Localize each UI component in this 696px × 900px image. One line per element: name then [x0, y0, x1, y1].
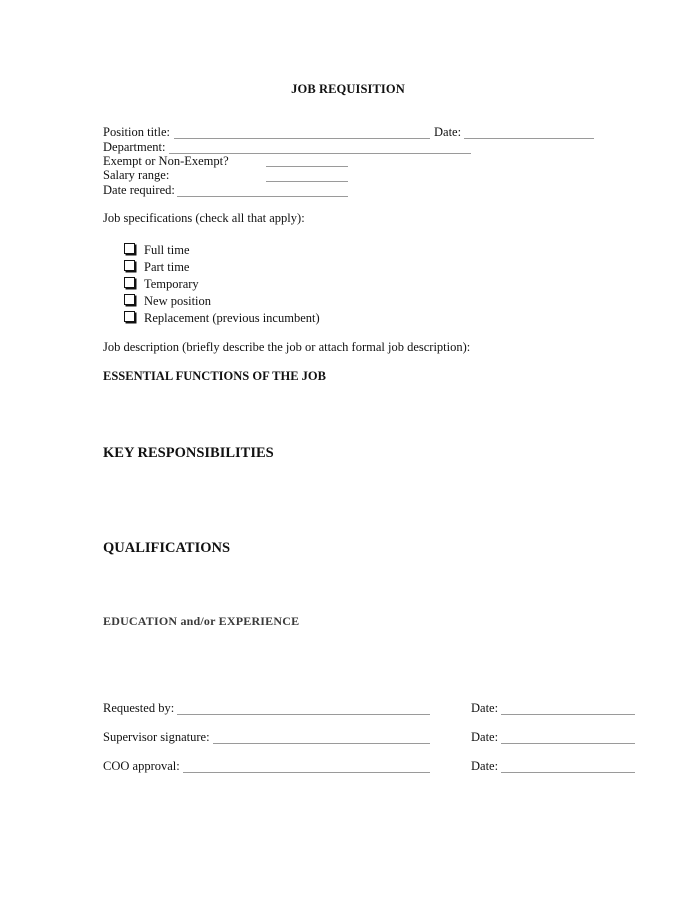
option-temporary-label: Temporary	[144, 277, 199, 291]
coo-date-field[interactable]	[501, 772, 635, 773]
date-field[interactable]	[464, 138, 594, 139]
position-title-field[interactable]	[174, 138, 430, 139]
supervisor-date-label: Date:	[471, 730, 499, 744]
checkbox-part-time[interactable]	[124, 260, 135, 271]
heading-qualifications: QUALIFICATIONS	[103, 540, 231, 556]
requested-by-label: Requested by:	[103, 701, 175, 715]
requested-by-date-field[interactable]	[501, 714, 635, 715]
checkbox-new-position[interactable]	[124, 294, 135, 305]
exempt-field[interactable]	[266, 166, 348, 167]
date-required-label: Date required:	[103, 183, 175, 197]
option-part-time-label: Part time	[144, 260, 190, 274]
checkbox-temporary[interactable]	[124, 277, 135, 288]
document-title: JOB REQUISITION	[291, 82, 405, 96]
job-specifications-label: Job specifications (check all that apply):	[103, 211, 305, 225]
option-new-position-label: New position	[144, 294, 212, 308]
option-full-time-label: Full time	[144, 243, 190, 257]
date-required-field[interactable]	[177, 196, 348, 197]
salary-range-label: Salary range:	[103, 168, 170, 182]
heading-essential-functions: ESSENTIAL FUNCTIONS OF THE JOB	[103, 369, 326, 383]
supervisor-date-field[interactable]	[501, 743, 635, 744]
job-description-label: Job description (briefly describe the job or attach formal job description):	[103, 340, 471, 354]
date-label: Date:	[434, 125, 462, 139]
supervisor-signature-field[interactable]	[213, 743, 430, 744]
checkbox-full-time[interactable]	[124, 243, 135, 254]
coo-approval-field[interactable]	[183, 772, 430, 773]
exempt-label: Exempt or Non-Exempt?	[103, 154, 229, 168]
requested-by-field[interactable]	[177, 714, 430, 715]
coo-approval-label: COO approval:	[103, 759, 180, 773]
checkbox-replacement[interactable]	[124, 311, 135, 322]
heading-key-responsibilities: KEY RESPONSIBILITIES	[103, 445, 274, 461]
supervisor-signature-label: Supervisor signature:	[103, 730, 210, 744]
position-title-label: Position title:	[103, 125, 171, 139]
heading-education-experience: EDUCATION and/or EXPERIENCE	[103, 614, 300, 628]
salary-range-field[interactable]	[266, 181, 348, 182]
option-replacement-label: Replacement (previous incumbent)	[144, 311, 320, 325]
department-label: Department:	[103, 140, 166, 154]
coo-date-label: Date:	[471, 759, 499, 773]
requested-by-date-label: Date:	[471, 701, 499, 715]
